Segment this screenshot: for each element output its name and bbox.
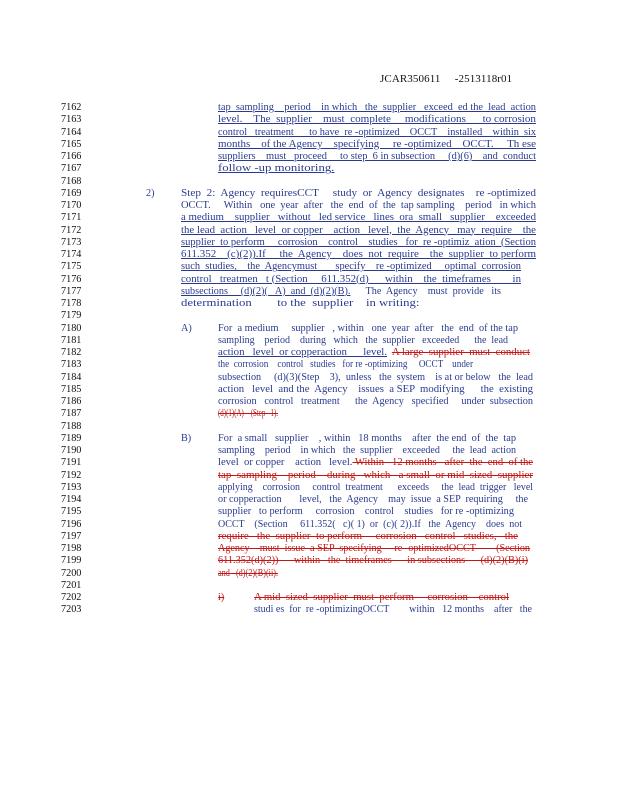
- document-line: [0, 310, 618, 322]
- plain-text: OCCT (Section 611.352( c)( 1) or (c)( 2)).If the Agency does not: [218, 518, 522, 530]
- line-text: [218, 408, 278, 420]
- item-label: B): [181, 432, 192, 444]
- document-header-id: JCAR350611 -2513118r01: [380, 73, 513, 85]
- line-number: 7194: [61, 494, 82, 505]
- line-number: 7168: [61, 175, 82, 187]
- plain-text: studi es for re -optimizingOCCT within 12 months after the: [254, 604, 532, 616]
- line-text: [218, 445, 516, 457]
- plain-text: sampling period during which the supplier exceeded the lead: [218, 334, 508, 346]
- document-line: [0, 212, 618, 224]
- line-text: [218, 151, 536, 163]
- line-number: 7185: [61, 383, 82, 395]
- line-text: [181, 249, 536, 261]
- inserted-text: control treatmen t (Section 611.352(d) within the timeframes in: [181, 273, 521, 285]
- plain-text: For a small supplier , within 18 months after the end of the tap: [218, 432, 516, 444]
- document-line: [0, 359, 618, 371]
- plain-text: The Agency must provide its: [350, 285, 501, 297]
- deleted-text: A mid sized supplier must perform corrosion control: [254, 592, 509, 603]
- item-label: 2): [146, 187, 155, 199]
- line-text: [254, 604, 532, 616]
- line-text: [218, 433, 516, 445]
- plain-text: subsection (d)(3)(Step 3), unless the system is at or below the lead: [218, 371, 533, 383]
- document-line: [0, 457, 618, 469]
- line-number: 7179: [61, 310, 82, 322]
- line-text: [218, 163, 334, 175]
- line-text: [181, 225, 536, 237]
- deleted-text: A large supplier must conduct: [391, 347, 530, 358]
- line-text: [218, 347, 530, 359]
- line-number: 7173: [61, 236, 82, 248]
- line-number: 7188: [61, 420, 82, 432]
- item-label: i): [218, 592, 225, 603]
- plain-text: applying corrosion control treatment exceeds the lead trigger level: [218, 481, 533, 493]
- plain-text: Step 2: Agency requiresCCT study or Agency designates re -optimized: [181, 187, 536, 199]
- plain-text: level or copper action level.: [218, 457, 353, 469]
- plain-text: determination to the supplier in writing:: [181, 298, 420, 309]
- line-text: [181, 200, 536, 212]
- inserted-text: suppliers must proceed to step 6 in subsection (d)(6) and conduct: [218, 151, 536, 162]
- line-number: 7167: [61, 163, 82, 175]
- line-number: 7191: [61, 457, 82, 469]
- deleted-text: tap sampling period during which a small or mid sized supplier: [218, 469, 533, 481]
- inserted-text: months of the Agency specifying re -optimized OCCT. Th ese: [218, 138, 536, 150]
- deleted-text: Agency must issue a SEP specifying re -optimizedOCCT (Section: [218, 543, 530, 554]
- inserted-text: control treatment to have re -optimized OCCT installed within six: [218, 126, 536, 138]
- document-line: [0, 237, 618, 249]
- deleted-text: (d)(1)(A) (Step 1).: [218, 408, 278, 420]
- line-text: [218, 531, 518, 543]
- line-text: [218, 470, 533, 482]
- document-line: [0, 580, 618, 592]
- line-text: [181, 188, 536, 200]
- line-text: [181, 298, 419, 310]
- item-label: A): [181, 322, 192, 334]
- document-line: [0, 604, 618, 616]
- document-line: [0, 372, 618, 384]
- inserted-text: action level or copperaction level.: [218, 347, 388, 358]
- plain-text: supplier to perform corrosion control studies for re -optimizing: [218, 506, 514, 518]
- line-number: 7172: [61, 224, 82, 236]
- document-line: [0, 200, 618, 212]
- document-line: [0, 506, 618, 518]
- line-text: [218, 568, 278, 580]
- document-line: [0, 139, 618, 151]
- document-line: [0, 286, 618, 298]
- line-number: 7178: [61, 298, 82, 309]
- document-line: [0, 531, 618, 543]
- line-text: [218, 127, 536, 139]
- line-number: 7169: [61, 187, 82, 199]
- document-line: [0, 176, 618, 188]
- line-number: 7175: [61, 261, 82, 273]
- inserted-text: subsections (d)(2)( A) and (d)(2)(B).: [181, 285, 351, 297]
- document-line: [0, 261, 618, 273]
- document-line: [0, 163, 618, 175]
- line-number: 7162: [61, 102, 82, 113]
- line-number: 7171: [61, 212, 82, 224]
- plain-text: sampling period in which the supplier exceeded the lead action: [218, 445, 516, 456]
- line-text: [181, 237, 536, 249]
- deleted-text: and (d)(2)(B)(ii).: [218, 567, 278, 579]
- inserted-text: tap sampling period in which the supplier exceed ed the lead action: [218, 102, 536, 113]
- line-text: [218, 359, 473, 371]
- document-line: [0, 470, 618, 482]
- line-text: [181, 261, 521, 273]
- line-text: [218, 384, 533, 396]
- document-line: [0, 433, 618, 445]
- document-line: [0, 396, 618, 408]
- document-line: [0, 347, 618, 359]
- line-number: 7165: [61, 138, 82, 150]
- line-number: 7166: [61, 151, 82, 162]
- line-number: 7202: [61, 592, 82, 603]
- inserted-text: the lead action level or copper action level, the Agency may require the: [181, 224, 536, 236]
- document-line: [0, 335, 618, 347]
- document-line: [0, 225, 618, 237]
- line-text: [181, 286, 501, 298]
- inserted-text: 611.352 (c)(2)).If the Agency does not require the supplier to perform: [181, 249, 536, 260]
- line-text: [218, 396, 533, 408]
- document-line: [0, 274, 618, 286]
- document-line: [0, 188, 618, 200]
- line-number: 7164: [61, 126, 82, 138]
- document-line: [0, 384, 618, 396]
- document-line: [0, 482, 618, 494]
- line-text: [254, 592, 509, 604]
- line-number: 7192: [61, 469, 82, 481]
- line-number: 7180: [61, 322, 82, 334]
- line-number: 7189: [61, 432, 82, 444]
- document-line: [0, 592, 618, 604]
- line-number: 7199: [61, 555, 82, 567]
- plain-text: OCCT. Within one year after the end of the tap sampling period in which: [181, 200, 536, 211]
- line-text: [218, 482, 533, 494]
- inserted-text: level. The supplier must complete modifications to corrosion: [218, 114, 536, 126]
- line-number: 7198: [61, 543, 82, 554]
- line-text: [218, 323, 518, 335]
- document-line: [0, 494, 618, 506]
- line-number: 7176: [61, 273, 82, 285]
- document-line: [0, 421, 618, 433]
- line-number: 7177: [61, 285, 82, 297]
- line-number: 7196: [61, 518, 82, 530]
- deleted-text: 611.352(d)(2)) within the timeframes in subsections (d)(2)(B)(i): [218, 555, 528, 567]
- line-number: 7183: [61, 359, 82, 371]
- plain-text: or copperaction level, the Agency may issue a SEP requiring the: [218, 494, 528, 505]
- inserted-text: follow -up monitoring.: [218, 163, 335, 175]
- line-number: 7174: [61, 249, 82, 260]
- line-number: 7203: [61, 604, 82, 616]
- document-line: [0, 151, 618, 163]
- line-number: 7195: [61, 506, 82, 518]
- line-text: [218, 335, 508, 347]
- line-number: 7184: [61, 371, 82, 383]
- line-text: [181, 212, 536, 224]
- line-text: [218, 519, 522, 531]
- document-line: [0, 323, 618, 335]
- document-line: [0, 298, 618, 310]
- line-number: 7200: [61, 567, 82, 579]
- line-text: [218, 555, 528, 567]
- document-line: [0, 102, 618, 114]
- line-number: 7181: [61, 334, 82, 346]
- line-number: 7201: [61, 579, 82, 591]
- line-number: 7186: [61, 396, 82, 407]
- line-number: 7170: [61, 200, 82, 211]
- line-number: 7193: [61, 481, 82, 493]
- line-text: [218, 114, 536, 126]
- inserted-text: such studies, the Agencymust specify re -optimized optimal corrosion: [181, 261, 521, 273]
- document-line: [0, 543, 618, 555]
- line-text: [218, 372, 533, 384]
- line-number: 7187: [61, 408, 82, 420]
- document-line: [0, 519, 618, 531]
- line-text: [218, 457, 533, 469]
- line-text: [218, 506, 514, 518]
- line-number: 7197: [61, 530, 82, 542]
- line-text: [218, 102, 536, 114]
- document-line: [0, 127, 618, 139]
- line-text: [218, 494, 528, 506]
- line-text: [181, 274, 521, 286]
- document-line: [0, 445, 618, 457]
- document-line: [0, 114, 618, 126]
- plain-text: corrosion control treatment the Agency specified under subsection: [218, 396, 533, 407]
- deleted-text: require the supplier to perform corrosion control studies, the: [218, 530, 518, 542]
- line-number: 7182: [61, 347, 82, 358]
- document-line: [0, 408, 618, 420]
- document-line: [0, 555, 618, 567]
- inserted-text: supplier to perform corrosion control studies for re -optimiz ation (Section: [181, 236, 536, 248]
- line-number: 7190: [61, 445, 82, 456]
- deleted-text: Within 12 months after the end of the: [352, 457, 533, 469]
- inserted-text: a medium supplier without led service lines ora small supplier exceeded: [181, 212, 536, 224]
- plain-text: the corrosion control studies for re -optimizing OCCT under: [218, 359, 473, 371]
- document-line: [0, 249, 618, 261]
- document-line: [0, 568, 618, 580]
- line-number: 7163: [61, 114, 82, 126]
- plain-text: For a medium supplier , within one year after the end of the tap: [218, 322, 518, 334]
- plain-text: action level and the Agency issues a SEP modifying the existing: [218, 383, 533, 395]
- line-text: [218, 139, 536, 151]
- line-text: [218, 543, 530, 555]
